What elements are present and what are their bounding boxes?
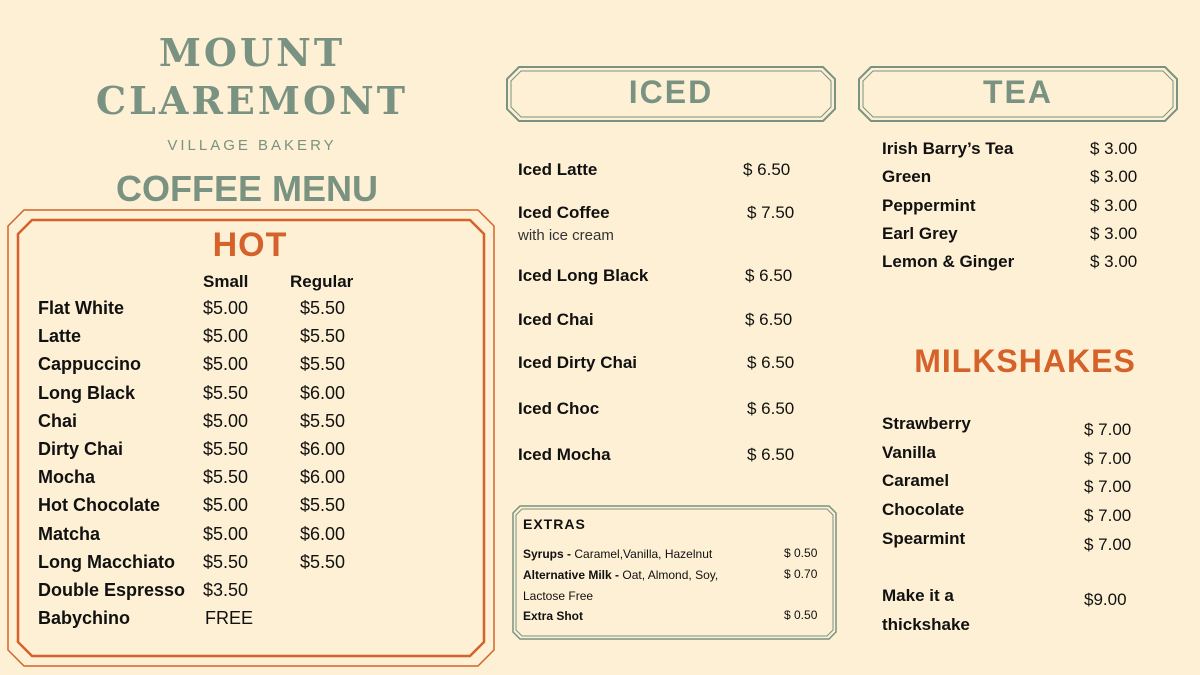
extras-milk-price: $ 0.70 [784, 567, 818, 581]
hot-item-price-regular: $6.00 [300, 382, 346, 403]
hot-item-name: Double Espresso [38, 580, 186, 600]
hot-item-name: Matcha [38, 523, 101, 544]
hot-item-price-small: $5.50 [203, 467, 249, 488]
hot-item-name: Flat White [38, 298, 124, 318]
hot-item-row [38, 298, 378, 326]
hot-item-price-small: $5.50 [203, 439, 249, 459]
tea-item-row [882, 167, 1162, 187]
thickshake-label-line1: Make it a [882, 586, 954, 605]
tea-item-row [882, 196, 1162, 216]
milkshake-item-row [882, 414, 1162, 439]
thickshake-label-line2: thickshake [882, 615, 970, 634]
hot-item-row [38, 439, 378, 467]
hot-item-row [38, 354, 378, 382]
iced-item-price: $ 7.50 [747, 203, 795, 222]
milkshake-item-price: $ 7.00 [1084, 448, 1132, 468]
hot-item-row [38, 580, 378, 608]
menu-title: COFFEE MENU [115, 168, 378, 209]
milkshake-item-name: Chocolate [882, 500, 965, 520]
iced-item-price: $ 6.50 [747, 445, 795, 464]
hot-item-price-regular: $6.00 [300, 467, 346, 488]
brand-name-line1: MOUNT [158, 30, 346, 75]
milkshake-item-name: Strawberry [882, 414, 971, 433]
iced-item-name: Iced Chai [518, 310, 594, 329]
iced-item-name: Iced Coffee [518, 203, 610, 222]
hot-item-price-small: $5.00 [203, 354, 249, 375]
tea-item-name: Earl Grey [882, 223, 958, 243]
tea-section-title: TEA [983, 74, 1053, 110]
tea-item-price: $ 3.00 [1090, 139, 1138, 158]
milkshake-item-price: $ 7.00 [1084, 420, 1132, 439]
tea-item-row [882, 252, 1162, 272]
hot-item-price-small: $5.00 [203, 523, 249, 544]
milkshake-item-row [882, 500, 1162, 526]
hot-item-price-regular: $5.50 [300, 551, 346, 572]
hot-item-price-small: $3.50 [203, 580, 249, 600]
hot-item-price-small: $5.50 [203, 551, 249, 572]
hot-item-price-small: $5.00 [203, 326, 249, 347]
hot-item-row [38, 326, 378, 354]
hot-item-name: Dirty Chai [38, 439, 124, 459]
extras-milk-detail-2: Lactose Free [523, 589, 594, 603]
tea-item-price: $ 3.00 [1090, 252, 1138, 272]
hot-item-price-small: FREE [205, 608, 254, 629]
milkshake-item-name: Caramel [882, 471, 950, 491]
hot-item-name: Latte [38, 326, 82, 347]
extras-title: EXTRAS [523, 516, 586, 532]
milkshake-item-price: $ 7.00 [1084, 534, 1132, 554]
iced-item-name: Iced Dirty Chai [518, 353, 638, 372]
hot-item-price-regular: $5.50 [300, 495, 346, 516]
iced-item-name: Iced Long Black [518, 266, 649, 285]
extras-syrups-detail: Caramel,Vanilla, Hazelnut [574, 547, 713, 561]
iced-item-price: $ 6.50 [747, 353, 795, 372]
hot-item-row [38, 608, 378, 636]
hot-item-row [38, 524, 378, 552]
iced-item-price: $ 6.50 [743, 160, 791, 179]
extras-shot-price: $ 0.50 [784, 608, 818, 622]
extras-syrups [523, 547, 712, 561]
hot-item-row [38, 495, 378, 523]
iced-item-name: Iced Mocha [518, 445, 611, 464]
milkshakes-section-title: MILKSHAKES [914, 343, 1136, 379]
extras-syrups-label: Syrups - [523, 547, 575, 561]
hot-item-name: Mocha [38, 467, 96, 488]
hot-item-price-regular: $5.50 [300, 354, 346, 375]
hot-item-name: Hot Chocolate [38, 495, 161, 516]
iced-item-price: $ 6.50 [747, 399, 795, 418]
tea-item-price: $ 3.00 [1090, 167, 1138, 187]
hot-item-name: Long Macchiato [38, 551, 176, 572]
hot-item-row [38, 467, 378, 495]
hot-item-name: Cappuccino [38, 354, 142, 375]
tea-item-row [882, 224, 1162, 244]
extras-milk-detail: Oat, Almond, Soy, [622, 568, 719, 582]
column-header-regular: Regular [290, 272, 354, 291]
extras-milk-label: Alternative Milk - [523, 568, 623, 582]
milkshake-item-name: Spearmint [882, 528, 966, 548]
hot-item-price-regular: $6.00 [300, 523, 346, 544]
hot-item-price-regular: $5.50 [300, 298, 346, 318]
hot-item-name: Chai [38, 410, 78, 431]
milkshake-item-price: $ 7.00 [1084, 506, 1132, 526]
hot-item-price-regular: $6.00 [300, 439, 346, 459]
iced-item-name: Iced Choc [518, 399, 600, 418]
tea-item-price: $ 3.00 [1090, 223, 1138, 243]
hot-item-price-small: $5.00 [203, 298, 249, 318]
tea-item-name: Lemon & Ginger [882, 252, 1015, 272]
brand-name-line2: CLAREMONT [95, 78, 409, 123]
extras-milk [523, 568, 718, 582]
tea-item-name: Irish Barry’s Tea [882, 139, 1014, 158]
extras-syrups-price: $ 0.50 [784, 546, 818, 560]
column-header-small: Small [203, 272, 249, 291]
iced-section-title: ICED [628, 74, 714, 110]
milkshake-item-row [882, 528, 1162, 554]
brand-tagline: VILLAGE BAKERY [167, 137, 337, 154]
tea-item-name: Green [882, 167, 932, 187]
hot-item-price-regular: $5.50 [300, 326, 346, 347]
milkshake-item-price: $ 7.00 [1084, 477, 1132, 497]
tea-item-row [882, 139, 1162, 159]
hot-item-price-regular: $5.50 [300, 410, 346, 431]
milkshake-item-name: Vanilla [882, 442, 936, 462]
milkshake-item-row [882, 471, 1162, 497]
tea-item-price: $ 3.00 [1090, 195, 1138, 215]
hot-item-name: Long Black [38, 382, 136, 403]
hot-item-row [38, 552, 378, 580]
hot-item-price-small: $5.00 [203, 495, 249, 516]
hot-item-row [38, 383, 378, 411]
iced-item-name: Iced Latte [518, 160, 598, 179]
extras-shot-label: Extra Shot [523, 609, 584, 623]
hot-section-title: HOT [212, 226, 288, 264]
tea-item-name: Peppermint [882, 195, 976, 215]
hot-item-price-small: $5.50 [203, 382, 249, 403]
hot-item-name: Babychino [38, 608, 131, 629]
hot-item-price-small: $5.00 [203, 410, 249, 431]
milkshake-item-row [882, 442, 1162, 468]
iced-item-price: $ 6.50 [745, 266, 793, 285]
hot-item-row [38, 411, 378, 439]
thickshake-price: $9.00 [1084, 590, 1127, 609]
iced-item-note: with ice cream [518, 227, 614, 244]
iced-item-price: $ 6.50 [745, 310, 793, 329]
